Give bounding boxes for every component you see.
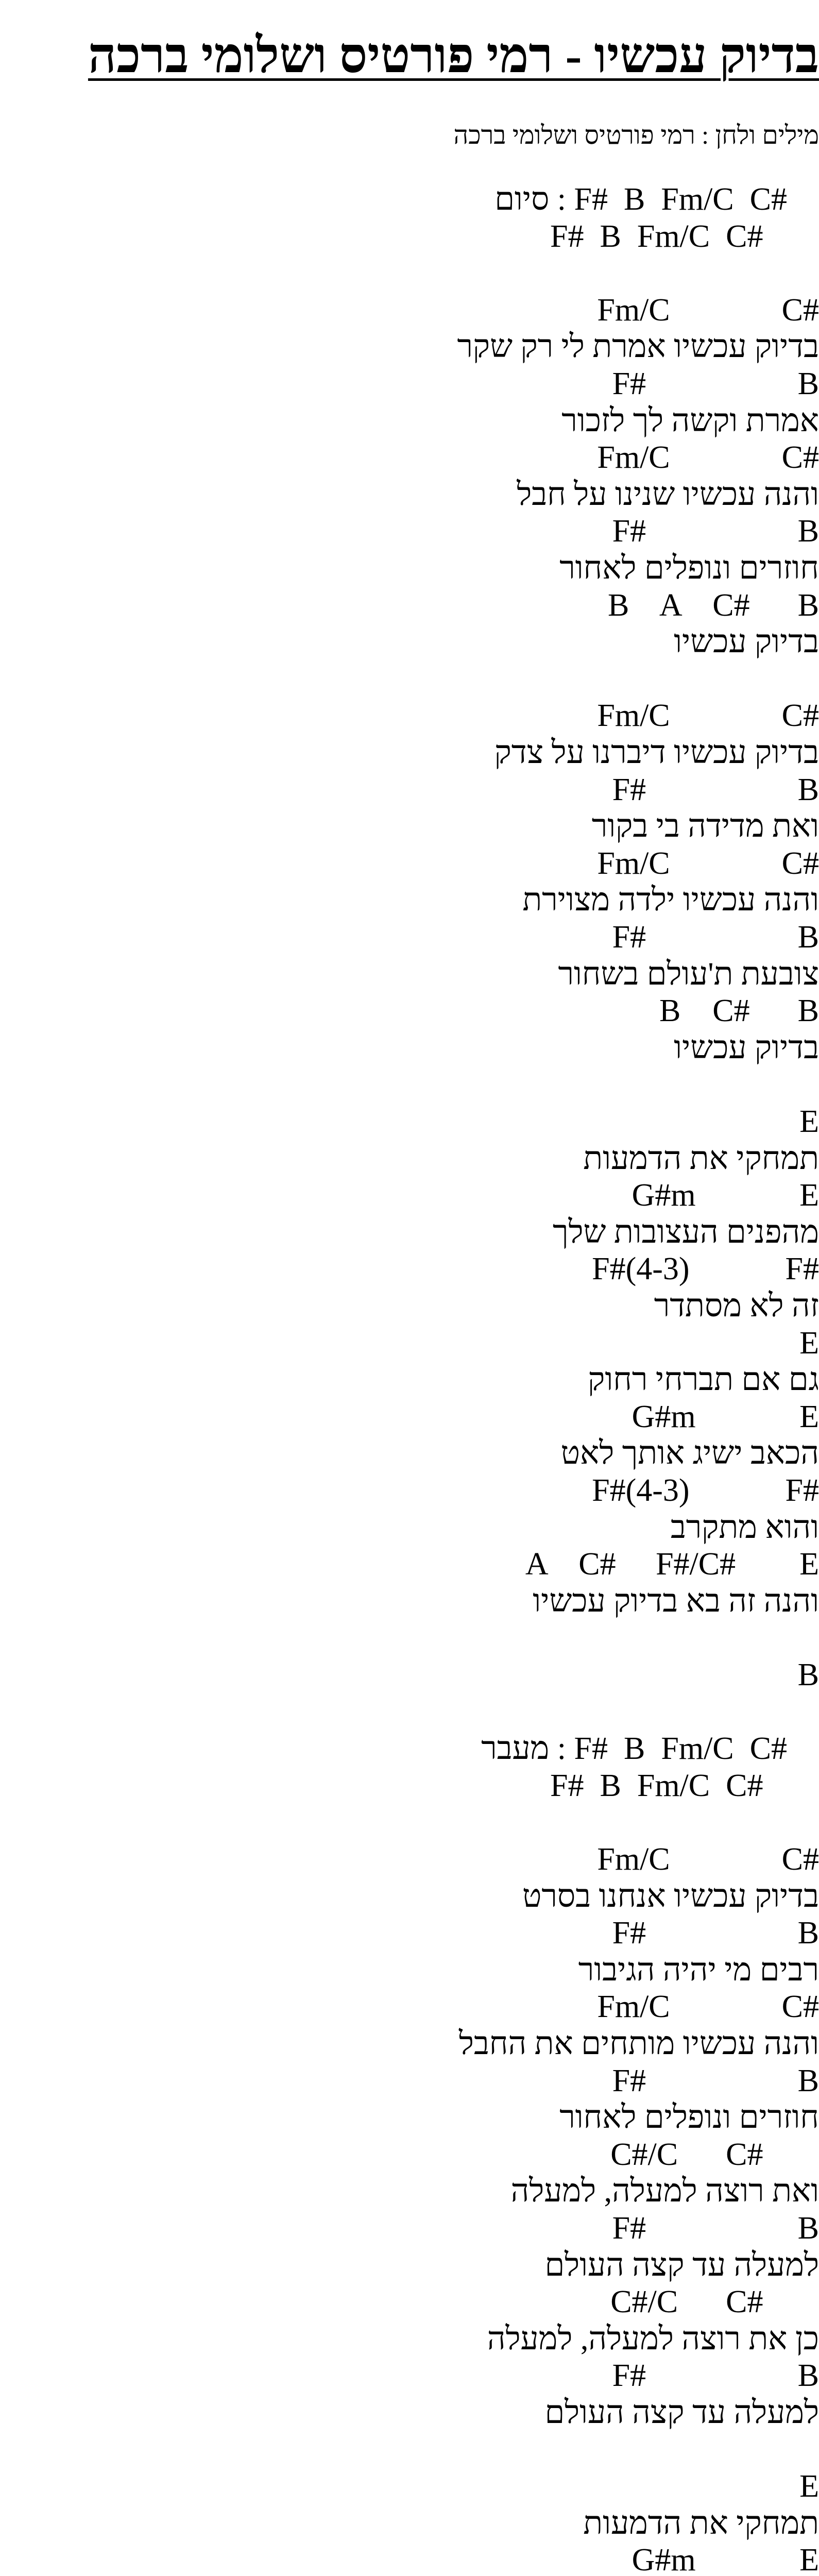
- chord-line: E: [799, 2469, 819, 2504]
- lyric-line: והנה עכשיו שנינו על חבל: [517, 477, 819, 512]
- chord-line: F# B: [612, 920, 819, 955]
- chord-line: F# B: [612, 1916, 819, 1951]
- chord-line: Fm/C C#: [597, 292, 819, 328]
- chord-line: G#m E: [632, 1399, 819, 1434]
- lyric-line: רבים מי יהיה הגיבור: [578, 1952, 819, 1988]
- lyric-line: גם אם תברחי רחוק: [588, 1362, 819, 1398]
- lyric-line: בדיוק עכשיו אנחנו בסרט: [522, 1878, 819, 1914]
- lyric-line: והנה עכשיו ילדה מצוירת: [522, 883, 819, 918]
- chord-line: F#(4-3) F#: [592, 1251, 819, 1287]
- lyric-line: חוזרים ונופלים לאחור: [559, 2100, 819, 2136]
- chord-line: Fm/C C#: [597, 845, 819, 881]
- chord-line: F# B: [612, 514, 819, 549]
- chord-line: סיום : F# B Fm/C C#: [494, 182, 819, 217]
- chord-line: Fm/C C#: [597, 440, 819, 476]
- chord-line: G#m E: [632, 1178, 819, 1213]
- chord-line: F# B: [612, 366, 819, 401]
- lyric-line: ואת מדידה בי בקור: [591, 809, 819, 844]
- chord-line: B: [797, 1657, 819, 1692]
- song-title: בדיוק עכשיו - רמי פורטיס ושלומי ברכה: [88, 28, 819, 83]
- lyric-line: בדיוק עכשיו דיברנו על צדק: [494, 735, 819, 770]
- chord-line: E: [799, 1104, 819, 1139]
- lyric-line: אמרת וקשה לך לזכור: [561, 403, 819, 438]
- lyric-line: למעלה עד קצה העולם: [544, 2395, 819, 2430]
- lyric-line: הכאב ישיג אותך לאט: [560, 1436, 819, 1471]
- lyric-line: זה לא מסתדר: [654, 1289, 819, 1324]
- chord-line: B A C# B: [608, 587, 819, 623]
- lyric-line: כן את רוצה למעלה, למעלה: [487, 2321, 819, 2357]
- chord-line: Fm/C C#: [597, 1842, 819, 1877]
- lyric-line: בדיוק עכשיו: [674, 1030, 819, 1065]
- chord-line: B C# B: [659, 993, 819, 1029]
- lyric-line: בדיוק עכשיו: [674, 624, 819, 660]
- lyric-line: והנה עכשיו מותחים את החבל: [458, 2026, 819, 2061]
- lyric-line: חוזרים ונופלים לאחור: [559, 551, 819, 586]
- lyric-line: ואת רוצה למעלה, למעלה: [510, 2174, 819, 2209]
- chord-line: F# B: [612, 2063, 819, 2098]
- chord-line: F# B Fm/C C#: [550, 1768, 819, 1803]
- chord-line: A C# F#/C# E: [525, 1547, 819, 1582]
- lyric-line: בדיוק עכשיו אמרת לי רק שקר: [457, 329, 819, 365]
- lyric-line: והנה זה בא בדיוק עכשיו: [533, 1583, 819, 1619]
- lyric-line: למעלה עד קצה העולם: [544, 2247, 819, 2283]
- chord-line: E: [799, 1325, 819, 1361]
- chord-line: F# B: [612, 772, 819, 807]
- lyric-line: צובעת ת'עולם בשחור: [558, 956, 819, 992]
- song-credits: מילים ולחן : רמי פורטיס ושלומי ברכה: [453, 121, 819, 149]
- chord-line: C#/C C#: [610, 2137, 819, 2172]
- lyric-line: תמחקי את הדמעות: [583, 1141, 819, 1176]
- chord-line: Fm/C C#: [597, 698, 819, 734]
- chord-line: מעבר : F# B Fm/C C#: [481, 1731, 819, 1767]
- chord-line: Fm/C C#: [597, 1989, 819, 2025]
- chord-line: F# B: [612, 2358, 819, 2394]
- chord-line: C#/C C#: [610, 2284, 819, 2320]
- chord-line: F# B: [612, 2211, 819, 2246]
- lyric-line: והוא מתקרב: [670, 1510, 819, 1545]
- chord-line: G#m E: [632, 2543, 819, 2576]
- lyric-line: מהפנים העצובות שלך: [552, 1214, 819, 1250]
- chord-line: F#(4-3) F#: [592, 1473, 819, 1508]
- lyric-line: תמחקי את הדמעות: [583, 2505, 819, 2541]
- chord-line: F# B Fm/C C#: [550, 218, 819, 254]
